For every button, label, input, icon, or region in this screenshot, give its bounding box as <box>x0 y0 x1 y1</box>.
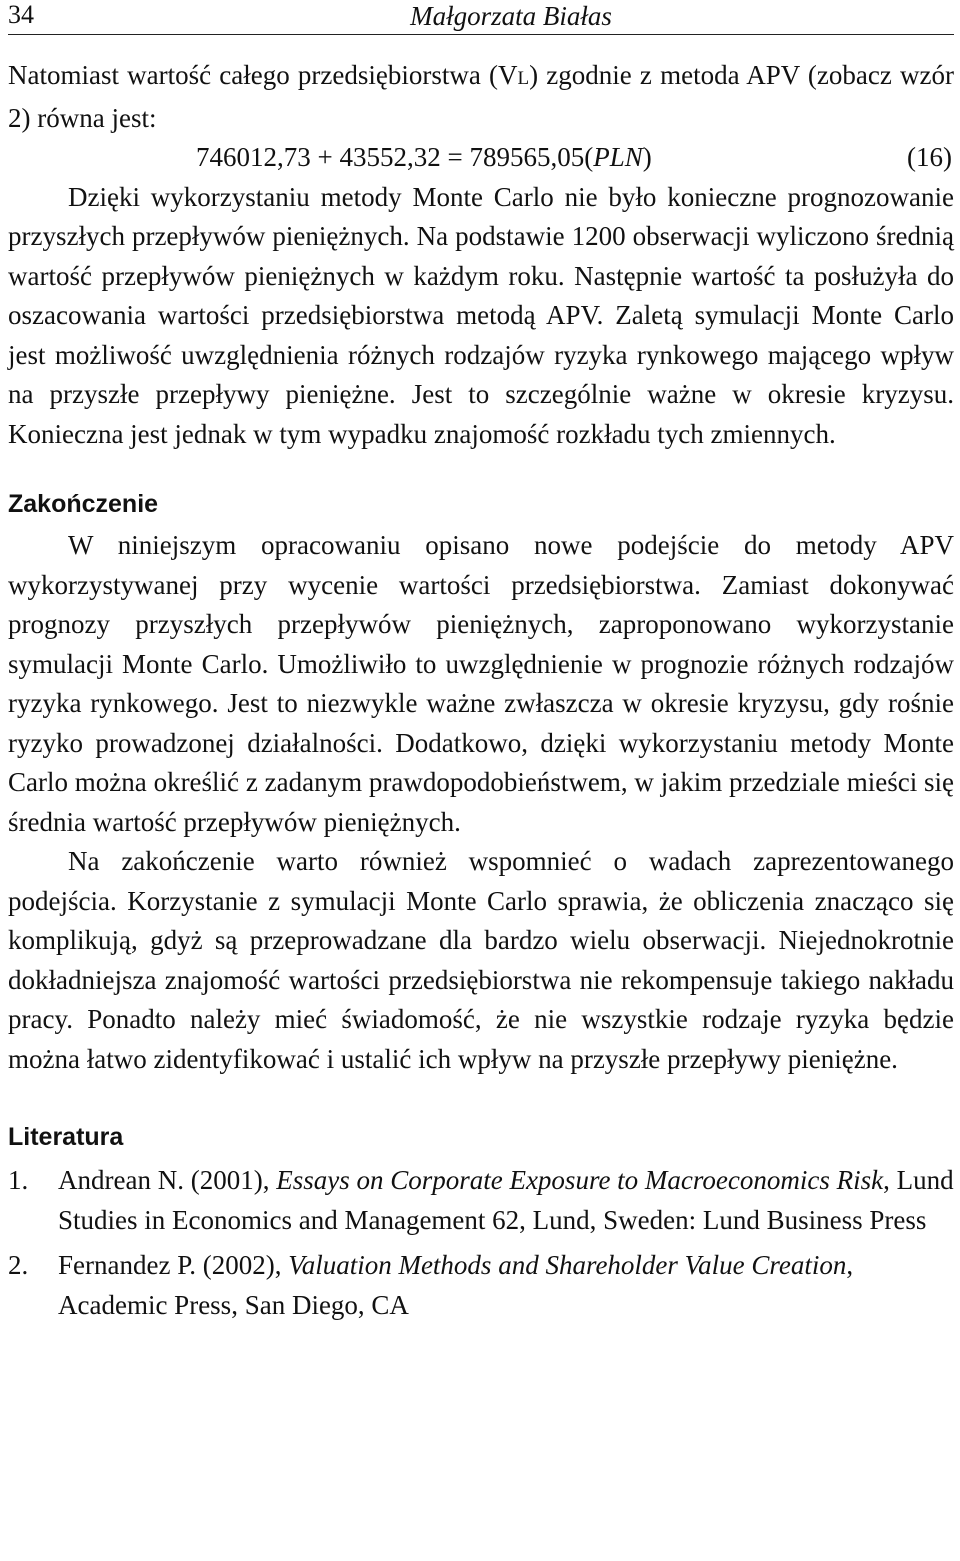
bibliography-item-text <box>58 1161 954 1240</box>
equation-left: 746012,73 + 43552,32 = 789565,05( <box>196 142 594 172</box>
equation-expression <box>196 138 652 178</box>
bibliography-title: Valuation Methods and Shareholder Value Creation <box>288 1250 847 1280</box>
bibliography-item <box>8 1161 954 1240</box>
body-paragraph-1: Dzięki wykorzystaniu metody Monte Carlo nie było konieczne prognozowanie przyszłych przepływów pieniężnych. Na podstawie 1200 obserwacji wyliczono średnią wartość przepływów pieniężnych w każdym roku. Następnie wartość ta posłużyła do oszacowania wartości przedsiębiorstwa metodą APV. Zaletą symulacji Monte Carlo jest możliwość uwzględnienia różnych rodzajów ryzyka rynkowego mającego wpływ na przyszłe przepływy pieniężne. Jest to szczególnie ważne w okresie kryzysu. Konieczna jest jednak w tym wypadku znajomość rozkładu tych zmiennych. <box>8 181 954 449</box>
page-number: 34 <box>8 0 34 29</box>
bibliography-item-number: 2. <box>8 1250 29 1280</box>
bibliography-item <box>8 1246 954 1325</box>
bibliography-list <box>8 1161 954 1325</box>
bibliography-item-number: 1. <box>8 1165 29 1195</box>
section-heading-bibliography: Literatura <box>8 1123 124 1151</box>
conclusion-paragraph-1: W niniejszym opracowaniu opisano nowe podejście do metody APV wykorzystywanej przy wycenie wartości przedsiębiorstwa. Zamiast dokonywać prognozy przyszłych przepływów pieniężnych, zaproponowano wykorzystanie symulacji Monte Carlo. Umożliwiło to uwzględnienie w prognozie różnych rodzajów ryzyka rynkowego. Jest to niezwykle ważne zwłaszcza w okresie kryzysu, gdy rośnie ryzyko prowadzonej działalności. Dodatkowo, dzięki wykorzystaniu metody Monte Carlo można określić z zadanym prawdopodobieństwem, w jakim przedziale mieści się średnia wartość przepływów pieniężnych. <box>8 530 954 837</box>
running-header <box>8 0 954 35</box>
bibliography-author: Fernandez P. (2002), <box>58 1250 289 1280</box>
running-title: Małgorzata Białas <box>410 1 612 31</box>
bibliography-publisher: , Lund Studies in Economics and Management 62, Lund, Sweden: Lund Business Press <box>58 1165 954 1235</box>
conclusion-paragraph-2: Na zakończenie warto również wspomnieć o wadach zaprezentowanego podejścia. Korzystanie z symulacji Monte Carlo sprawia, że obliczenia znacząco się komplikują, gdyż są przeprowadzane dla bardzo wielu obserwacji. Niejednokrotnie dokładniejsza znajomość wartości przedsiębiorstwa nie rekompensuje takiego nakładu pracy. Ponadto należy mieć świadomość, że nie wszystkie rodzaje ryzyka będzie można łatwo zidentyfikować i ustalić ich wpływ na przyszłe przepływy pieniężne. <box>8 846 954 1074</box>
intro-text: Natomiast wartość całego przedsiębiorstwa (V <box>8 60 518 90</box>
bibliography-author: Andrean N. (2001), <box>58 1165 277 1195</box>
equation-close: ) <box>642 142 652 172</box>
bibliography-publisher: , Academic Press, San Diego, CA <box>58 1250 854 1320</box>
bibliography-title: Essays on Corporate Exposure to Macroeconomics Risk <box>276 1165 884 1195</box>
section-heading-conclusion: Zakończenie <box>8 490 159 518</box>
equation-unit: PLN <box>593 142 643 172</box>
intro-subscript: L <box>517 68 530 89</box>
equation-16 <box>8 138 954 178</box>
intro-text-after: ) zgodnie z metoda APV (zobacz wzór 2) równa jest: <box>8 60 954 133</box>
intro-paragraph <box>8 56 954 138</box>
bibliography-item-text <box>58 1246 954 1325</box>
equation-number: (16) <box>907 142 952 172</box>
page-content <box>8 56 954 1331</box>
